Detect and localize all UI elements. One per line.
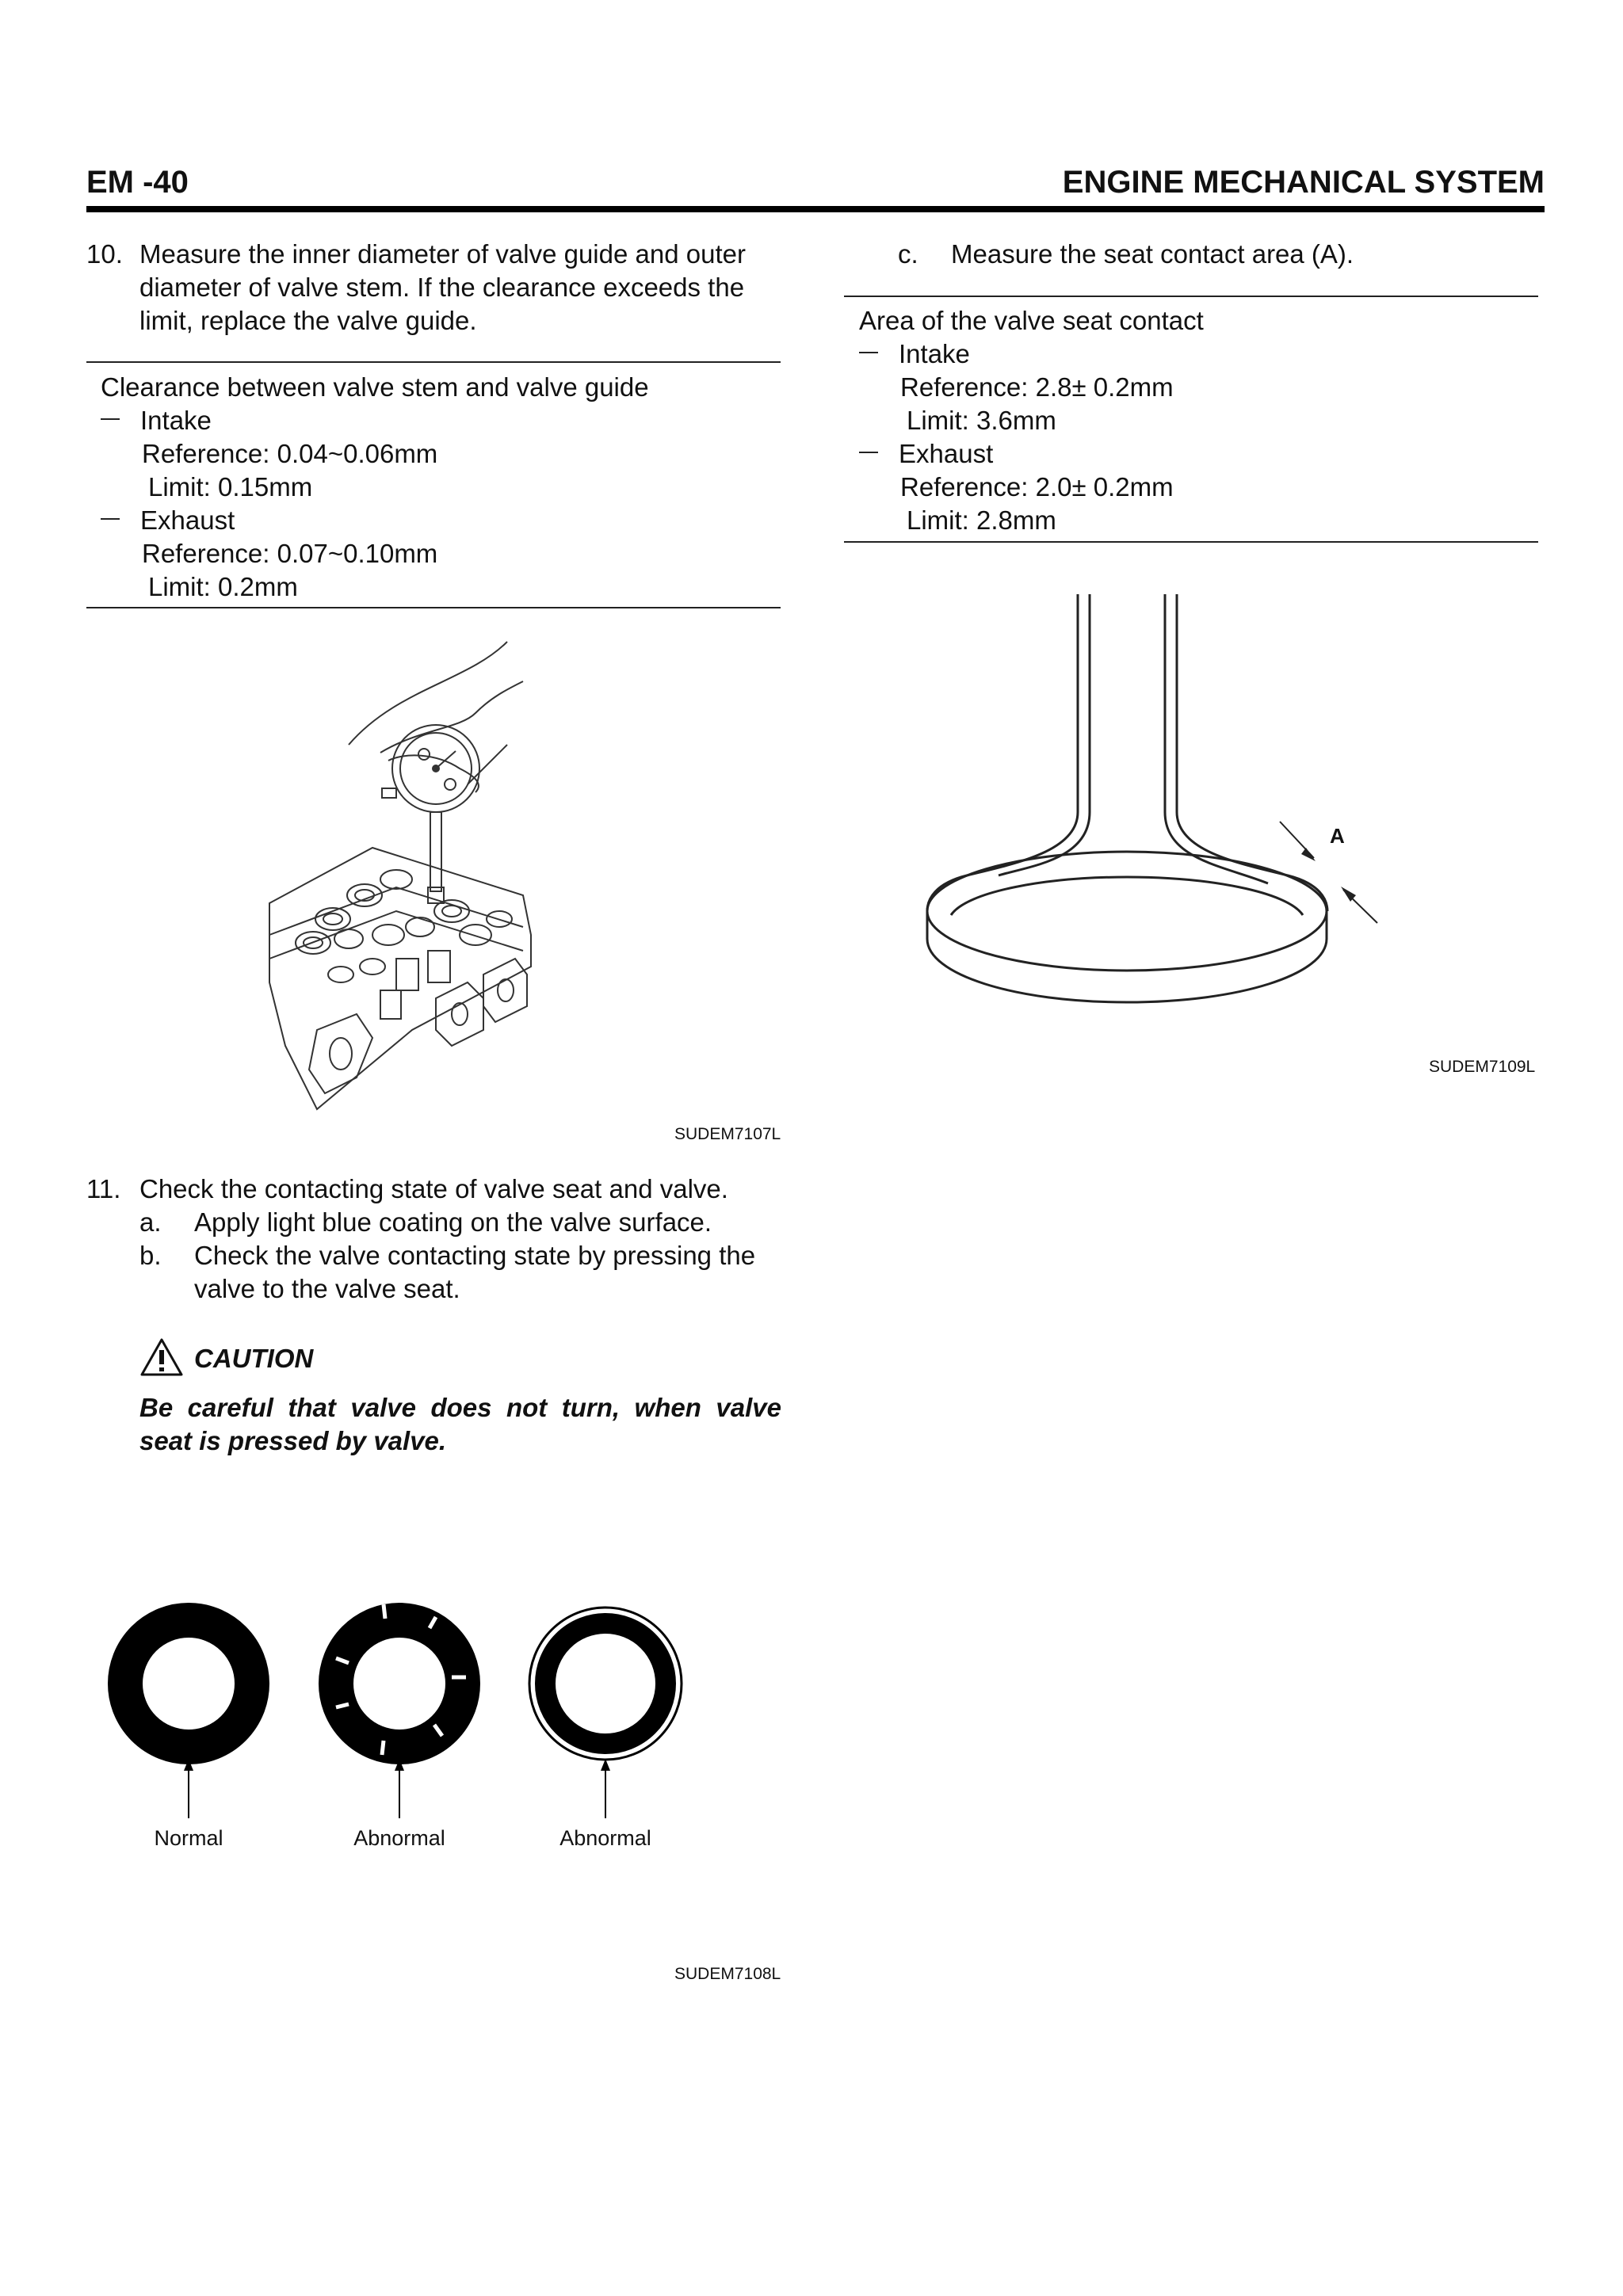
seat-exhaust-row [859,437,1204,471]
clearance-exhaust-row [101,504,649,537]
dash-icon [859,352,878,353]
step11-a-text: Apply light blue coating on the valve surface. [194,1207,712,1237]
page-id: EM -40 [86,165,189,200]
clearance-intake-row [101,404,649,437]
figure1-caption: SUDEM7107L [674,1125,781,1143]
clearance-intake-reference: Reference: 0.04~0.06mm [142,439,438,468]
figure2-caption: SUDEM7108L [674,1965,781,1983]
seat-intake-row [859,338,1204,371]
ring-label-normal: Normal [154,1826,223,1850]
abnormal-broken-ring-icon [336,1604,466,1818]
clearance-intake-label: Intake [140,406,212,435]
clearance-exhaust-reference: Reference: 0.07~0.10mm [142,539,438,568]
step11-text: Check the contacting state of valve seat and valve. [139,1174,728,1203]
seat-exhaust-reference: Reference: 2.0± 0.2mm [900,472,1174,502]
header-rule [86,206,1545,212]
valve-head-illustration [919,590,1395,1026]
clearance-exhaust-label: Exhaust [140,505,235,535]
caution-line-1: Be careful that valve does not turn, when valve [139,1393,781,1422]
dash-icon [101,518,120,520]
step11-a-label: a. [139,1207,162,1237]
step10-text [139,238,781,338]
seat-intake-reference: Reference: 2.8± 0.2mm [900,372,1174,402]
normal-ring-icon [125,1620,252,1818]
caution-body [139,1391,781,1458]
step11-b-label: b. [139,1241,162,1270]
seat-intake-label: Intake [899,339,970,368]
contact-pattern-figure [103,1589,705,1826]
clearance-spec-top-rule [86,361,781,363]
step-c-label: c. [898,239,918,269]
clearance-exhaust-limit: Limit: 0.2mm [148,572,298,601]
step10-number: 10. [86,239,123,269]
section-title: ENGINE MECHANICAL SYSTEM [1062,165,1545,200]
marker-a-label: A [1330,824,1345,848]
abnormal-narrow-ring-icon [529,1608,682,1818]
dash-icon [101,418,120,420]
dash-icon [859,452,878,453]
caution-title: CAUTION [194,1344,314,1373]
clearance-spec [101,371,649,604]
warning-triangle-icon [139,1337,184,1377]
clearance-spec-title: Clearance between valve stem and valve guide [101,372,649,402]
step11-number: 11. [86,1174,121,1203]
figure3-caption: SUDEM7109L [1429,1058,1536,1076]
seat-intake-limit: Limit: 3.6mm [907,406,1056,435]
ring-label-abnormal-2: Abnormal [559,1826,651,1850]
dial-gauge-illustration [238,634,571,1117]
seat-exhaust-limit: Limit: 2.8mm [907,505,1056,535]
step-c-text: Measure the seat contact area (A). [951,239,1354,269]
clearance-spec-bottom-rule [86,607,781,608]
step11-b-text-1: Check the valve contacting state by pressing the [194,1241,756,1270]
ring-label-abnormal-1: Abnormal [353,1826,445,1850]
seat-spec [859,304,1204,537]
step11-b-text-2: valve to the valve seat. [194,1274,460,1303]
seat-spec-title: Area of the valve seat contact [859,306,1204,335]
seat-exhaust-label: Exhaust [899,439,994,468]
caution-line-2: seat is pressed by valve. [139,1426,447,1455]
clearance-intake-limit: Limit: 0.15mm [148,472,313,502]
step10-line-2: diameter of valve stem. If the clearance exceeds the [139,273,745,302]
step10-line-3: limit, replace the valve guide. [139,306,477,335]
seat-spec-top-rule [844,296,1538,297]
step10-line-1: Measure the inner diameter of valve guide and outer [139,239,746,269]
seat-spec-bottom-rule [844,541,1538,543]
